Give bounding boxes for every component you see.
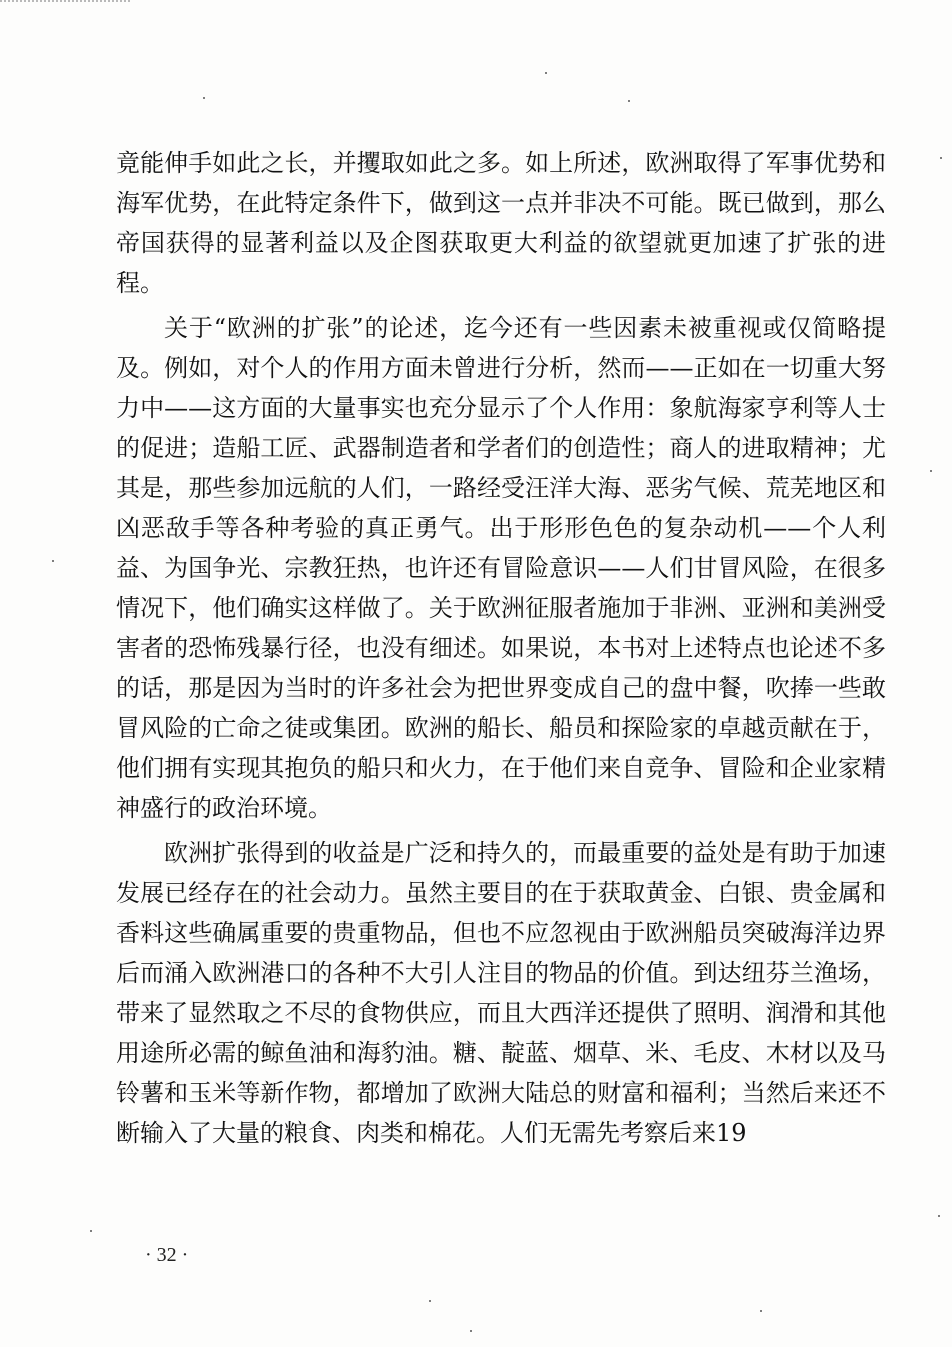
paragraph-1: 竟能伸手如此之长，并攫取如此之多。如上所述，欧洲取得了军事优势和海军优势，在此特定条件下，做到这一点并非决不可能。既已做到，那么帝国获得的显著利益以及企图获取更大利益的欲望就更加速了扩张的进程。	[116, 149, 886, 297]
scan-speck	[52, 560, 54, 562]
scan-speck	[470, 1330, 472, 1332]
scan-speck	[930, 470, 932, 472]
scan-speck	[545, 72, 547, 74]
paragraph-2: 关于“欧洲的扩张”的论述，迄今还有一些因素未被重视或仅简略提及。例如，对个人的作用方面未曾进行分析，然而——正如在一切重大努力中——这方面的大量事实也充分显示了个人作用：象航海家亨利等人士的促进；造船工匠、武器制造者和学者们的创造性；商人的进取精神；尤其是，那些参加远航的人们，一路经受汪洋大海、恶劣气候、荒芜地区和凶恶敌手等各种考验的真正勇气。出于形形色色的复杂动机——个人利益、为国争光、宗教狂热，也许还有冒险意识——人们甘冒风险，在很多情况下，他们确实这样做了。关于欧洲征服者施加于非洲、亚洲和美洲受害者的恐怖残暴行径，也没有细述。如果说，本书对上述特点也论述不多的话，那是因为当时的许多社会为把世界变成自己的盘中餐，吹捧一些敢冒风险的亡命之徒或集团。欧洲的船长、船员和探险家的卓越贡献在于，他们拥有实现其抱负的船只和火力，在于他们来自竞争、冒险和企业家精神盛行的政治环境。	[116, 314, 886, 822]
scan-speck	[940, 157, 942, 159]
scan-speck	[429, 1300, 431, 1302]
page-number: · 32 ·	[145, 1244, 189, 1266]
paragraph-3: 欧洲扩张得到的收益是广泛和持久的，而最重要的益处是有助于加速发展已经存在的社会动力。虽然主要目的在于获取黄金、白银、贵金属和香料这些确属重要的贵重物品，但也不应忽视由于欧洲船员突破海洋边界后而涌入欧洲港口的各种不大引人注目的物品的价值。到达纽芬兰渔场，带来了显然取之不尽的食物供应，而且大西洋还提供了照明、润滑和其他用途所必需的鲸鱼油和海豹油。糖、靛蓝、烟草、米、毛皮、木材以及马铃薯和玉米等新作物，都增加了欧洲大陆总的财富和福利；当然后来还不断输入了大量的粮食、肉类和棉花。人们无需先考察后来19	[116, 839, 886, 1147]
scan-speck	[938, 1215, 940, 1217]
scan-speck	[760, 1310, 762, 1312]
top-edge-mark	[0, 0, 130, 5]
scan-speck	[90, 1230, 92, 1232]
body-text	[116, 143, 886, 1158]
scan-speck	[203, 97, 205, 99]
scan-speck	[628, 100, 630, 102]
